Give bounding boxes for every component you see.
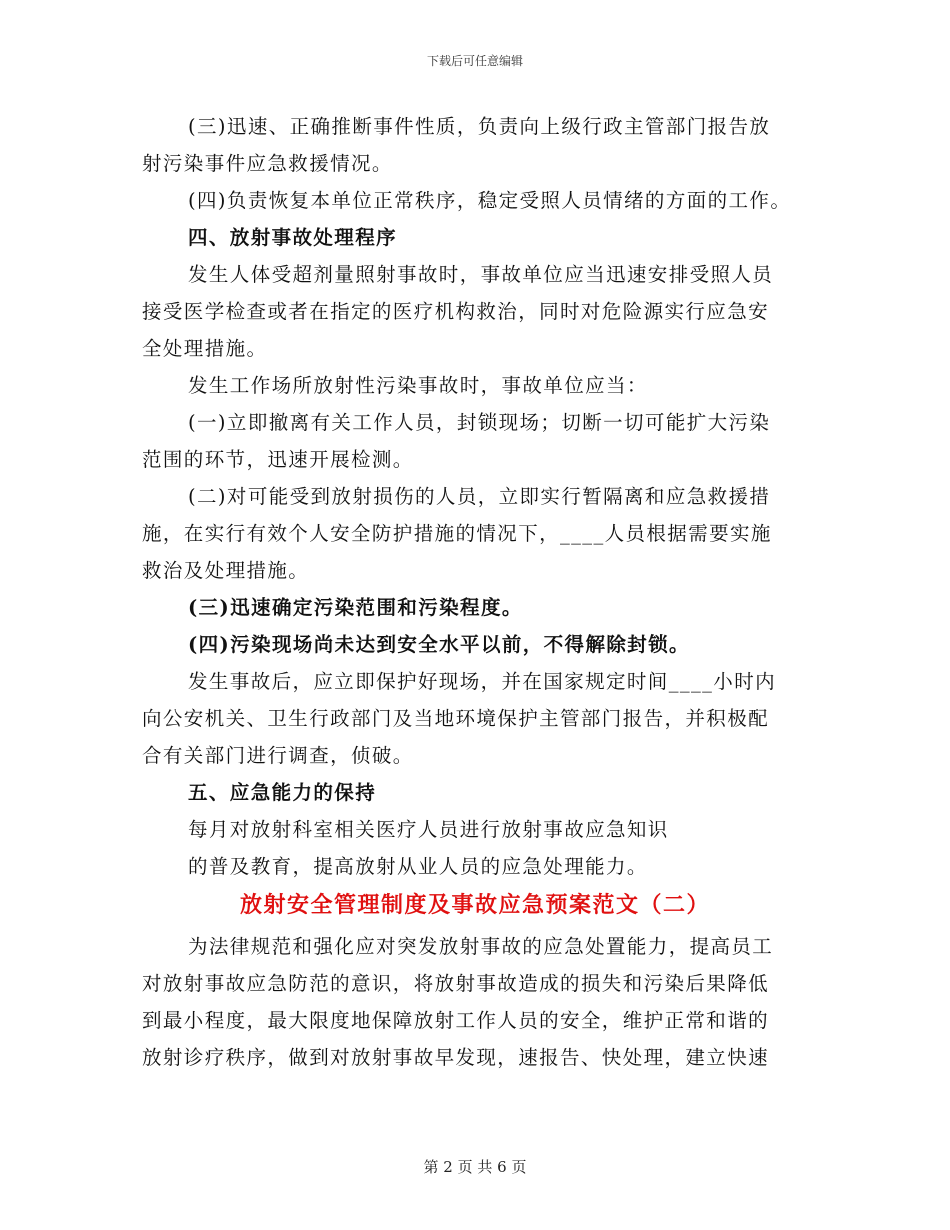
paragraph-line: (四)负责恢复本单位正常秩序，稳定受照人员情绪的方面的工作。 — [188, 189, 792, 212]
page-header: 下载后可任意编辑 — [426, 54, 523, 68]
paragraph-line: (三)迅速、正确推断事件性质，负责向上级行政主管部门报告放 — [188, 115, 771, 138]
paragraph-line-bold: (三)迅速确定污染范围和污染程度。 — [188, 596, 523, 619]
paragraph-line: 向公安机关、卫生行政部门及当地环境保护主管部门报告，并积极配 — [142, 707, 770, 730]
paragraph-line: 发生工作场所放射性污染事故时，事故单位应当： — [188, 374, 648, 397]
paragraph-line: 接受医学检查或者在指定的医疗机构救治，同时对危险源实行应急安 — [142, 300, 770, 323]
paragraph-line: 全处理措施。 — [142, 337, 268, 360]
paragraph-line: (二)对可能受到放射损伤的人员，立即实行暂隔离和应急救援措 — [188, 485, 771, 508]
paragraph-line: 到最小程度，最大限度地保障放射工作人员的安全，维护正常和谐的 — [142, 1009, 770, 1032]
paragraph-line: 发生事故后，应立即保护好现场，并在国家规定时间____小时内 — [188, 670, 777, 693]
section-heading: 五、应急能力的保持 — [188, 781, 377, 804]
document-title: 放射安全管理制度及事故应急预案范文（二） — [239, 892, 710, 918]
paragraph-line: 救治及处理措施。 — [142, 559, 310, 582]
paragraph-line: 为法律规范和强化应对突发放射事故的应急处置能力，提高员工 — [188, 935, 774, 958]
paragraph-line: 对放射事故应急防范的意识，将放射事故造成的损失和污染后果降低 — [142, 972, 770, 995]
paragraph-line: 放射诊疗秩序，做到对放射事故早发现，速报告、快处理，建立快速 — [142, 1046, 770, 1069]
paragraph-line-bold: (四)污染现场尚未达到安全水平以前，不得解除封锁。 — [188, 633, 690, 656]
paragraph-line: 的普及教育，提高放射从业人员的应急处理能力。 — [188, 855, 648, 878]
paragraph-line: 合有关部门进行调查，侦破。 — [142, 744, 414, 767]
paragraph-line: 每月对放射科室相关医疗人员进行放射事故应急知识 — [188, 818, 669, 841]
paragraph-line: 射污染事件应急救援情况。 — [142, 152, 393, 175]
paragraph-line: 施，在实行有效个人安全防护措施的情况下，____人员根据需要实施 — [142, 522, 772, 545]
paragraph-line: 范围的环节，迅速开展检测。 — [142, 448, 414, 471]
paragraph-line: (一)立即撤离有关工作人员，封锁现场；切断一切可能扩大污染 — [188, 411, 771, 434]
paragraph-line: 发生人体受超剂量照射事故时，事故单位应当迅速安排受照人员 — [188, 263, 774, 286]
page-footer: 第 2 页 共 6 页 — [423, 1158, 527, 1176]
section-heading: 四、放射事故处理程序 — [188, 226, 398, 249]
